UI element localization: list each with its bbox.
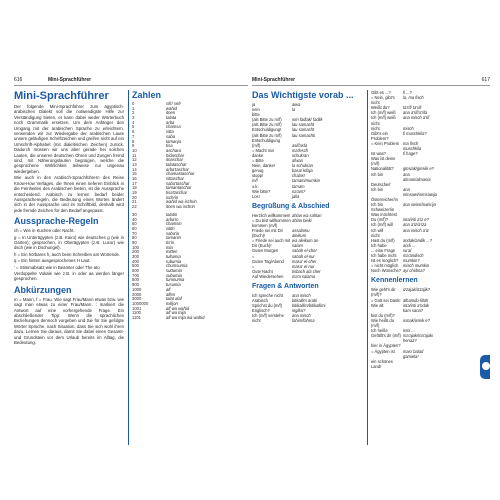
number-digit: 80 xyxy=(132,235,137,241)
phrase-transliteration: tisbach ala cher xyxy=(292,268,321,274)
phrase-transliteration: lau samachti xyxy=(292,132,315,138)
phrase-german: Entschuldigung! xyxy=(252,127,282,133)
phrase-transliteration: ma'andisch xyxy=(403,253,424,258)
phrase-german: (als Bitte zu m/f) xyxy=(252,122,282,128)
phrase-transliteration: ismi ... xyxy=(403,328,415,334)
pronunciation-rule: g = In Unterägypten (z.B. Kairo) wie deutsches g (wie in Garten); gesprochen, in Oberägypten (z.B. Luxor) wie dsch (wie in Dschungel). xyxy=(14,234,124,251)
phrase-row xyxy=(371,187,477,197)
phrase-german: Friede sei mit Dir (Euch)! xyxy=(252,228,283,239)
info-icon xyxy=(482,362,490,370)
phrase-german: Englisch? xyxy=(252,308,270,314)
phrase-german: (als Bitte zu m/f) xyxy=(252,132,282,138)
number-digit: 17 xyxy=(132,180,137,186)
phrase-german: Ist was? xyxy=(371,151,387,157)
phrase-transliteration: wa aleikum as-salam xyxy=(292,238,320,249)
right-page xyxy=(252,75,490,445)
abbreviations-text: m = Mann, f = Frau. Wie sagt Frau/Mann etwas bzw. wie sagt man etwas zu einer Frau/Mann. : markiert die Antwort auf eine vorhergehende Frage. Ein abschließender Tipp: Wenn die sprachlichen Beziehungen dennoch vorgeben und Sie für Sie gefolgte Wörter Sprüche, nach Situation, dass Sie sich wohl ihren dazu. Lernen Sie daraus, damit Sie dabei einen Gesamt- und Grundstein vor dem Urlaub bereits im Alltag, die Bedeutung. xyxy=(14,296,124,346)
number-word: talataschar xyxy=(166,161,187,167)
number-word: arba'taschar xyxy=(166,166,189,172)
meet-heading: Kennenlernen xyxy=(371,277,418,285)
phrase-transliteration: ahlan wa sahlan xyxy=(292,212,322,218)
number-word: alf wa mija xyxy=(166,310,186,316)
number-word: chamastaschar xyxy=(166,171,195,177)
phrase-transliteration: masa' el-nur xyxy=(292,263,315,269)
number-digit: 1 xyxy=(132,105,135,111)
column-divider xyxy=(367,90,368,445)
number-word: itnaschar xyxy=(166,157,183,163)
number-word: suttumia xyxy=(166,268,182,274)
phrase-transliteration: la, ma fisch xyxy=(403,95,424,101)
phrase-german: Ich habe xyxy=(371,242,387,248)
number-word: hidaschar xyxy=(166,152,185,158)
phrase-transliteration: mumkin? xyxy=(403,258,420,264)
col2-phrases xyxy=(371,90,477,273)
phrase-row xyxy=(252,238,364,248)
number-word: sifr/ sefr xyxy=(166,101,181,106)
phrase-transliteration: alhamdu-lillah xyxy=(403,297,429,303)
phrase-german: Ist es möglich? xyxy=(371,258,399,264)
number-word: milijon xyxy=(166,300,178,306)
phrase-transliteration: izzajak/izzajik? xyxy=(403,287,431,293)
phrase-row xyxy=(371,359,477,369)
phrase-transliteration: tamam xyxy=(292,183,305,189)
phrase-german: Österreicher/in xyxy=(371,196,398,202)
number-word: sitta xyxy=(166,129,174,135)
important-phrases xyxy=(252,102,364,199)
phrase-german: Ich habe nicht xyxy=(371,253,397,258)
phrase-transliteration: bitikallim/bitikallimi xyxy=(292,303,326,309)
phrase-transliteration: ana almani/almania xyxy=(403,171,431,182)
number-word: aschara xyxy=(166,147,181,153)
number-digit: 400 xyxy=(132,258,139,264)
phrase-german: Los! xyxy=(252,193,260,199)
phrase-german: Nationalität? xyxy=(371,166,394,172)
phrase-transliteration: ana misch fahim/fahma xyxy=(292,313,315,324)
greeting-heading: Begrüßung & Abschied xyxy=(252,202,330,210)
phrase-german: Noch Wünsche? xyxy=(371,268,402,274)
number-word: alf xyxy=(166,286,171,292)
phrase-transliteration: inta/inti a'ndak kam sana? xyxy=(403,302,430,313)
phrase-german: = xyxy=(252,253,255,259)
number-word: talat alaf xyxy=(166,296,182,302)
number-word: saba xyxy=(166,133,176,139)
number-digit: 700 xyxy=(132,272,139,278)
phrase-german: nicht xyxy=(371,232,380,238)
phrase-row xyxy=(252,274,364,279)
phrase-transliteration: fi ...? xyxy=(403,90,412,95)
phrase-german: (als Bitte zu m/f) xyxy=(252,117,282,123)
number-word: rubumia xyxy=(166,258,182,264)
pronunciation-rule: Verdoppelte Vokale wie z.B. in oder aa werden länger gesprochen. xyxy=(14,270,124,282)
numbers-heading: Zahlen xyxy=(132,90,162,100)
number-digit: 6 xyxy=(132,129,135,135)
phrase-transliteration: fi hage? xyxy=(403,151,418,157)
number-digit: 90 xyxy=(132,239,137,245)
pronunciation-rule: h = Ein hörbares h, auch beim Schreiben am Wortende. xyxy=(14,251,121,257)
number-word: saba'in xyxy=(166,230,180,236)
phrase-german: = Nein, gibt's nicht xyxy=(371,95,395,106)
number-digit: 50 xyxy=(132,221,137,227)
number-word: tis'in xyxy=(166,239,175,245)
phrase-transliteration: ma'lesch xyxy=(292,147,309,153)
number-digit: 7 xyxy=(132,133,135,139)
phrase-transliteration: ana misch a'iz xyxy=(403,227,429,233)
number-word: sittin xyxy=(166,225,175,231)
phrase-row xyxy=(371,141,477,151)
phrase-german: genug xyxy=(252,168,264,174)
phrase-german: Gibt es ...? xyxy=(371,90,391,95)
phrase-german: nicht xyxy=(371,125,380,131)
phrase-transliteration: jalla xyxy=(292,193,300,199)
phrase-german: Deutsche/r xyxy=(371,181,391,187)
phrase-german: Auf Wiedersehen xyxy=(252,273,284,279)
number-word: alf wa mija wa wahid xyxy=(166,314,205,320)
left-text-column xyxy=(14,90,124,346)
phrase-german: Ich will xyxy=(371,227,384,233)
phrase-german: = Du bist willkommen xyxy=(252,217,291,223)
phrase-transliteration: basa/ kifaja xyxy=(292,168,313,174)
phrase-transliteration: ta'rif/ ta'rifi xyxy=(403,105,422,111)
meet-phrases xyxy=(371,287,477,369)
number-digit: 14 xyxy=(132,166,137,172)
phrase-transliteration: su'al xyxy=(403,247,412,253)
number-word: tusumia xyxy=(166,282,181,288)
right-running-header xyxy=(252,75,490,86)
phrase-transliteration: misch xyxy=(403,125,414,131)
phrase-row xyxy=(252,313,364,323)
phrase-transliteration: ma'a salama xyxy=(292,273,316,279)
right-page-number: 617 xyxy=(481,77,490,83)
phrase-transliteration: ma fisch muschkila xyxy=(403,140,422,152)
phrase-row xyxy=(371,349,477,359)
number-word: itnen xyxy=(166,110,176,116)
number-digit: 21 xyxy=(132,199,137,205)
phrase-german: nein xyxy=(252,107,260,113)
side-tab-marker xyxy=(480,355,490,379)
number-word: saba'taschar xyxy=(166,180,190,186)
phrase-german: ja xyxy=(252,102,256,107)
phrase-german: Was möchtest xyxy=(371,212,397,218)
phrase-german: Herzlich willkommen! xyxy=(252,212,291,218)
number-digit: 1000 xyxy=(132,286,142,292)
pronunciation-rule: ' = Stimmabsatz wie in Beamter oder The ato xyxy=(14,264,100,270)
numbers-column xyxy=(132,90,248,321)
left-running-header xyxy=(14,75,248,86)
phrase-german: Guten Morgen xyxy=(252,248,279,254)
phrase-german: = Kein Problem xyxy=(371,140,400,146)
number-digit: 70 xyxy=(132,230,137,236)
phrase-row xyxy=(371,115,477,125)
number-word: wahid wa ischrin xyxy=(166,199,197,205)
number-word: alf wa wahid xyxy=(166,305,190,311)
number-digit: 300 xyxy=(132,254,139,259)
right-running-title: Mini-Sprachführer xyxy=(252,77,296,83)
phrase-german: Du (m/f)? xyxy=(371,217,389,223)
number-digit: 1101 xyxy=(132,314,142,320)
phrase-german: Wie geht's dir (m/f)? xyxy=(371,287,396,298)
number-word: tisa'taschar xyxy=(166,190,188,196)
number-word: tumnumia xyxy=(166,277,185,283)
phrase-german: hier in Ägypten? xyxy=(371,343,401,349)
number-digit: 1001 xyxy=(132,305,142,311)
number-word: subumia xyxy=(166,272,182,278)
phrase-german: Wie heißt du (m/f) xyxy=(371,317,394,329)
number-word: sittaschar xyxy=(166,176,184,181)
phrase-german: Gute Nacht xyxy=(252,268,273,274)
phrase-transliteration: masr balad gamiela! xyxy=(403,348,424,359)
number-digit: 10 xyxy=(132,147,137,153)
phrase-german: Ich heiße xyxy=(371,328,388,334)
number-digit: 13 xyxy=(132,161,137,167)
phrase-row xyxy=(371,268,477,273)
phrase-transliteration: masa' el-cher xyxy=(292,258,317,264)
left-page-number: 616 xyxy=(14,77,23,83)
pronunciation-rule: ch = Wie in Kuchen oder Nacht. xyxy=(14,228,75,234)
phrase-transliteration: lau samacht xyxy=(292,122,315,128)
number-digit: 15 xyxy=(132,171,137,177)
number-digit: 60 xyxy=(132,225,137,231)
phrase-transliteration: inta/inti a'iz e? xyxy=(403,217,429,223)
phrase-german: (m/f) xyxy=(252,142,261,148)
column-divider xyxy=(128,90,129,445)
phrase-transliteration: afwan xyxy=(292,158,303,164)
phrase-transliteration: andak/andik ...? xyxy=(403,237,432,243)
phrase-transliteration: sabah el-nur xyxy=(292,253,315,259)
phrase-row xyxy=(371,303,477,313)
number-word: talata xyxy=(166,115,177,121)
phrase-german: Ich bin xyxy=(371,171,384,177)
phrase-german: stopp! xyxy=(252,173,264,179)
phrase-german: Entschuldigung xyxy=(252,137,280,143)
phrase-german: Schweizer/in xyxy=(371,207,395,213)
pronunciation-rule: q = Ein hinten ausgesprochenes H Laut. xyxy=(14,258,91,264)
phrase-german: Ich (m/f) weiß nicht xyxy=(371,115,396,126)
phrase-transliteration: sabah el-cher xyxy=(292,248,317,254)
number-digit: 200 xyxy=(132,249,139,255)
number-word: tisa xyxy=(166,143,173,149)
phrase-row xyxy=(371,318,477,328)
phrase-german: = nicht möglich xyxy=(371,263,399,269)
phrase-transliteration: aiwa xyxy=(292,102,301,107)
number-word: tamanja xyxy=(166,138,181,144)
phrase-german: = Gott sei Dank! xyxy=(371,297,401,303)
phrase-german: Hast du (m/f) xyxy=(371,237,395,243)
number-row xyxy=(132,316,248,321)
phrase-german: = Macht nix! xyxy=(252,147,275,153)
phrase-transliteration: na'am? xyxy=(292,188,306,194)
phrase-transliteration: min fadlak/ fadlik xyxy=(292,117,323,123)
phrase-transliteration: schukran xyxy=(292,152,309,158)
phrase-transliteration: ahlan bieki xyxy=(292,217,312,223)
number-digit: 2000 xyxy=(132,291,142,297)
phrase-german: Was ist deine (m/f) xyxy=(371,156,396,167)
phrase-row xyxy=(371,156,477,166)
number-word: tultumia xyxy=(166,254,181,259)
phrase-transliteration: chalas! xyxy=(292,173,305,179)
number-word: chamsin xyxy=(166,221,182,227)
number-digit: 20 xyxy=(132,194,137,200)
intro-paragraph: Wie auch in den Arabisch-Sprachführern des Reise Know-How Verlages, die Ihnen einen tieferen Einblick in die Feinheiten des Arabischen bieten, ist die Aussprache entscheidend. Arabisch zu lernen bedarf beider Ausspracheregeln, die Bedeutung eines Wortes ändert sich in der Aussprache und im Schriftbild, deshalb wird jede fremde Zeichen für den Bedarf angepasst. xyxy=(14,175,124,213)
numbers-list-b xyxy=(132,213,248,321)
number-digit: 4 xyxy=(132,119,135,125)
phrase-german: Wie alt xyxy=(371,302,384,308)
phrase-row xyxy=(371,95,477,105)
phrase-transliteration: ma'ajak/ma'ajaki henaa? xyxy=(403,333,434,344)
questions-heading: Fragen & Antworten xyxy=(252,283,319,290)
phrase-transliteration: assalamu aleikum xyxy=(292,228,310,239)
phrase-row xyxy=(371,131,477,141)
phrase-transliteration: ana misch bitkallim arabi xyxy=(292,293,318,304)
phrase-transliteration: ingilisi? xyxy=(292,308,306,314)
number-word: mitten xyxy=(166,249,178,255)
phrase-row xyxy=(252,228,364,238)
number-digit: 2 xyxy=(132,110,135,116)
phrase-transliteration: lau samacht xyxy=(292,127,315,133)
phrase-transliteration: ana misch a'rif xyxy=(403,115,430,121)
number-word: chamsa xyxy=(166,124,181,130)
phrase-transliteration: la xyxy=(292,107,296,113)
phrase-german: = Bitte xyxy=(252,158,264,164)
number-word: wahid xyxy=(166,105,177,111)
greeting-phrases xyxy=(252,213,364,279)
phrase-german: Ich bin xyxy=(371,186,384,192)
number-digit: 100 xyxy=(132,244,139,250)
numbers-list-a xyxy=(132,102,248,210)
number-digit: 19 xyxy=(132,190,137,196)
phrase-transliteration: ayi chidma? xyxy=(403,268,425,274)
number-word: tamanin xyxy=(166,235,181,241)
phrase-row xyxy=(371,333,477,343)
phrase-transliteration: asif/asfa xyxy=(292,142,308,148)
number-digit: 800 xyxy=(132,277,139,283)
phrase-row xyxy=(252,293,364,303)
phrase-german: o.k. xyxy=(252,183,259,189)
number-word: talatin xyxy=(166,211,178,217)
number-digit: 11 xyxy=(132,152,137,158)
phrase-transliteration: la schukran xyxy=(292,163,313,169)
phrase-german: = Ägypten ist xyxy=(371,348,395,354)
phrase-german: Wie bitte? xyxy=(252,188,271,194)
number-digit: 1100 xyxy=(132,310,142,316)
right-column-2 xyxy=(371,90,477,369)
phrase-row xyxy=(371,172,477,182)
phrase-german: bitte xyxy=(252,112,260,118)
phrase-german: Guten Tag/Abend xyxy=(252,258,284,264)
intro-paragraph: Der folgende Mini-Sprachführer zum ägyptisch-arabischen Dialekt soll die notwendigste Hilfe zur Verständigung bieten, er kann dabei weder Wörterbuch noch Grammatik ersetzen. Um dem Anfänger den Umgang mit der arabischen Sprache zu erleichtern, verwenden wir zur Wiedergabe der arabischen Laute unsere geläufigen Schriftzeichen und greifen nicht auf ein Umschrift-Alphabet (mit diakritischen Zeichen) zurück. Dadurch müssen wir uns aber gerade bei solchen Lauten, die unseren deutschen Ohren und Zungen fremd sind, mit Näherungslauten begnügen, welche die gesprochene Wirklichkeit teilweise nur ungenau wiedergeben. xyxy=(14,104,124,174)
phrase-row xyxy=(371,287,477,297)
number-word: chumsumia xyxy=(166,263,188,269)
right-column-1 xyxy=(252,90,364,324)
phrase-transliteration: ginsiak/ginsiik e? xyxy=(403,166,434,172)
number-word: mia xyxy=(166,244,173,250)
phrase-transliteration xyxy=(403,359,437,369)
number-digit: 0 xyxy=(132,101,135,106)
phrase-german: ... eine Frage xyxy=(371,247,396,253)
phrase-german: Nein, danke! xyxy=(252,163,275,169)
phrase-transliteration: misch mumkin xyxy=(403,263,430,269)
number-digit: 16 xyxy=(132,176,137,181)
phrase-row xyxy=(252,194,364,199)
phrase-transliteration: tamam/mumkin xyxy=(292,178,320,184)
number-digit: 900 xyxy=(132,282,139,288)
phrase-german: danke xyxy=(252,152,264,158)
number-digit: 40 xyxy=(132,216,137,222)
phrase-german: Ich (m/f) will xyxy=(371,222,393,228)
number-digit: 9 xyxy=(132,143,135,149)
number-digit: 1000000 xyxy=(132,300,149,306)
number-digit: 8 xyxy=(132,138,135,144)
phrase-german: m/f xyxy=(252,178,258,184)
phrase-german: Weißt du? xyxy=(371,105,390,111)
phrase-german: ein schönes Land! xyxy=(371,358,393,369)
phrase-transliteration: ismak/ismik e? xyxy=(403,317,430,323)
number-digit: 22 xyxy=(132,204,137,210)
number-word: tamantaschar xyxy=(166,185,192,191)
number-digit: 3 xyxy=(132,115,135,121)
number-digit: 12 xyxy=(132,157,137,163)
phrase-german: Ich spreche nicht Arabisch xyxy=(252,293,283,304)
phrase-transliteration xyxy=(403,156,437,166)
number-word: arba'in xyxy=(166,216,179,222)
phrase-transliteration: ana swisri/swisrija xyxy=(403,202,436,208)
phrase-german: Gefällt's dir (m/f) xyxy=(371,333,401,339)
page-title: Mini-Sprachführer xyxy=(14,90,109,102)
number-digit: 5 xyxy=(132,124,135,130)
important-heading: Das Wichtigste vorab ... xyxy=(252,90,354,100)
phrase-german: Gibt's ein Problem? xyxy=(371,130,389,141)
phrase-transliteration: andi ... xyxy=(403,242,416,248)
phrase-german: Ich (m/f) verstehe nicht xyxy=(252,313,284,324)
phrase-german: = xyxy=(252,263,255,269)
number-digit: 3000 xyxy=(132,296,142,302)
phrase-german: kommen (m/f) xyxy=(252,222,278,228)
left-running-title: Mini-Sprachführer xyxy=(48,77,92,83)
phrase-german: Ich (m/f) weiß xyxy=(371,110,396,116)
left-page xyxy=(14,75,248,445)
number-word: arba xyxy=(166,119,175,125)
question-phrases xyxy=(252,293,364,324)
phrase-transliteration: ana a'rif/a'rifa xyxy=(403,110,428,116)
phrase-transliteration: fi muschkila? xyxy=(403,130,427,136)
phrase-german: Ich bin xyxy=(371,202,384,208)
phrase-german: bist du (m/f)? xyxy=(371,312,395,318)
number-word: alfen xyxy=(166,291,176,297)
phrase-transliteration: ana a'iz/a'iza xyxy=(403,222,427,228)
number-digit: 600 xyxy=(132,268,139,274)
phrase-transliteration: ana nimsawi/nimsawija xyxy=(403,186,437,197)
abbreviations-heading: Abkürzungen xyxy=(14,284,72,295)
number-digit: 500 xyxy=(132,263,139,269)
number-word: itnen wa ischrin xyxy=(166,204,195,210)
number-digit: 30 xyxy=(132,211,137,217)
number-word: ischrin xyxy=(166,194,179,200)
phrase-german: = Friede sei auch mit Dir (Euch)! xyxy=(252,238,291,249)
number-digit: 18 xyxy=(132,185,137,191)
phrase-german: Sprichst du (m/f) xyxy=(252,303,283,309)
pronunciation-heading: Aussprache-Regeln xyxy=(14,216,99,227)
